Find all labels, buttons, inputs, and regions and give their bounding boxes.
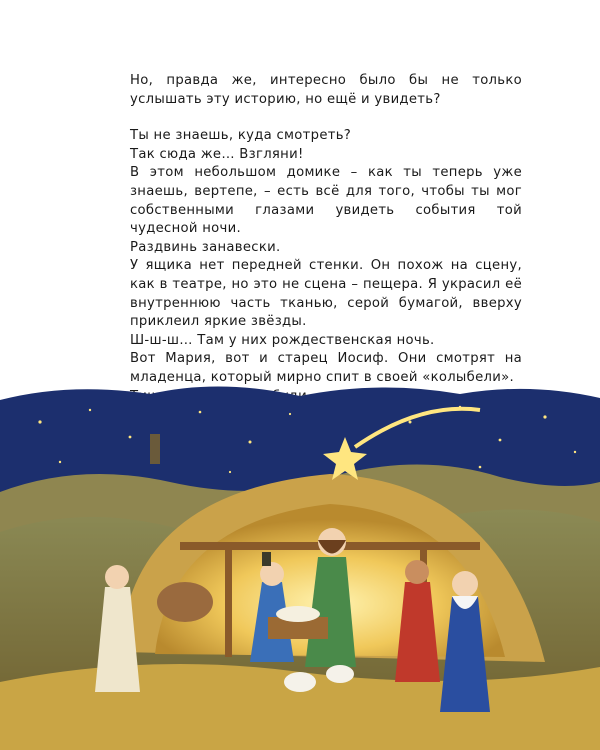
- paragraph-gap: [130, 109, 522, 127]
- paragraph-2: Ты не знаешь, куда смотреть?: [130, 128, 352, 144]
- ox-figure: [157, 582, 213, 622]
- paragraph-5: Раздвинь занавески.: [130, 239, 281, 255]
- story-text: [130, 72, 522, 406]
- nativity-illustration: [0, 382, 600, 750]
- lantern: [262, 552, 271, 566]
- paragraph-8: Вот Мария, вот и старец Иосиф. Они смотрят на младенца, который мирно спит в своей «колыбели».: [130, 351, 522, 385]
- paragraph-6: У ящика нет передней стенки. Он похож на сцену, как в театре, но это не сцена – пещера. Я украсил её внутреннюю часть тканью, серой бумагой, вверху приклеил яркие звёзды.: [130, 258, 522, 330]
- paragraph-7: Ш-ш-ш… Там у них рождественская ночь.: [130, 332, 435, 348]
- stable-post-left: [225, 542, 232, 657]
- paragraph-4: В этом небольшом домике – как ты теперь уже знаешь, вертепе, – есть всё для того, чтобы ты мог собственными глазами увидеть события той чудесной ночи.: [130, 165, 522, 237]
- paragraph-3: Так сюда же… Взгляни!: [130, 146, 304, 162]
- paragraph-1: Но, правда же, интересно было бы не только услышать эту историю, но ещё и увидеть?: [130, 73, 522, 107]
- distant-tower: [150, 434, 160, 464]
